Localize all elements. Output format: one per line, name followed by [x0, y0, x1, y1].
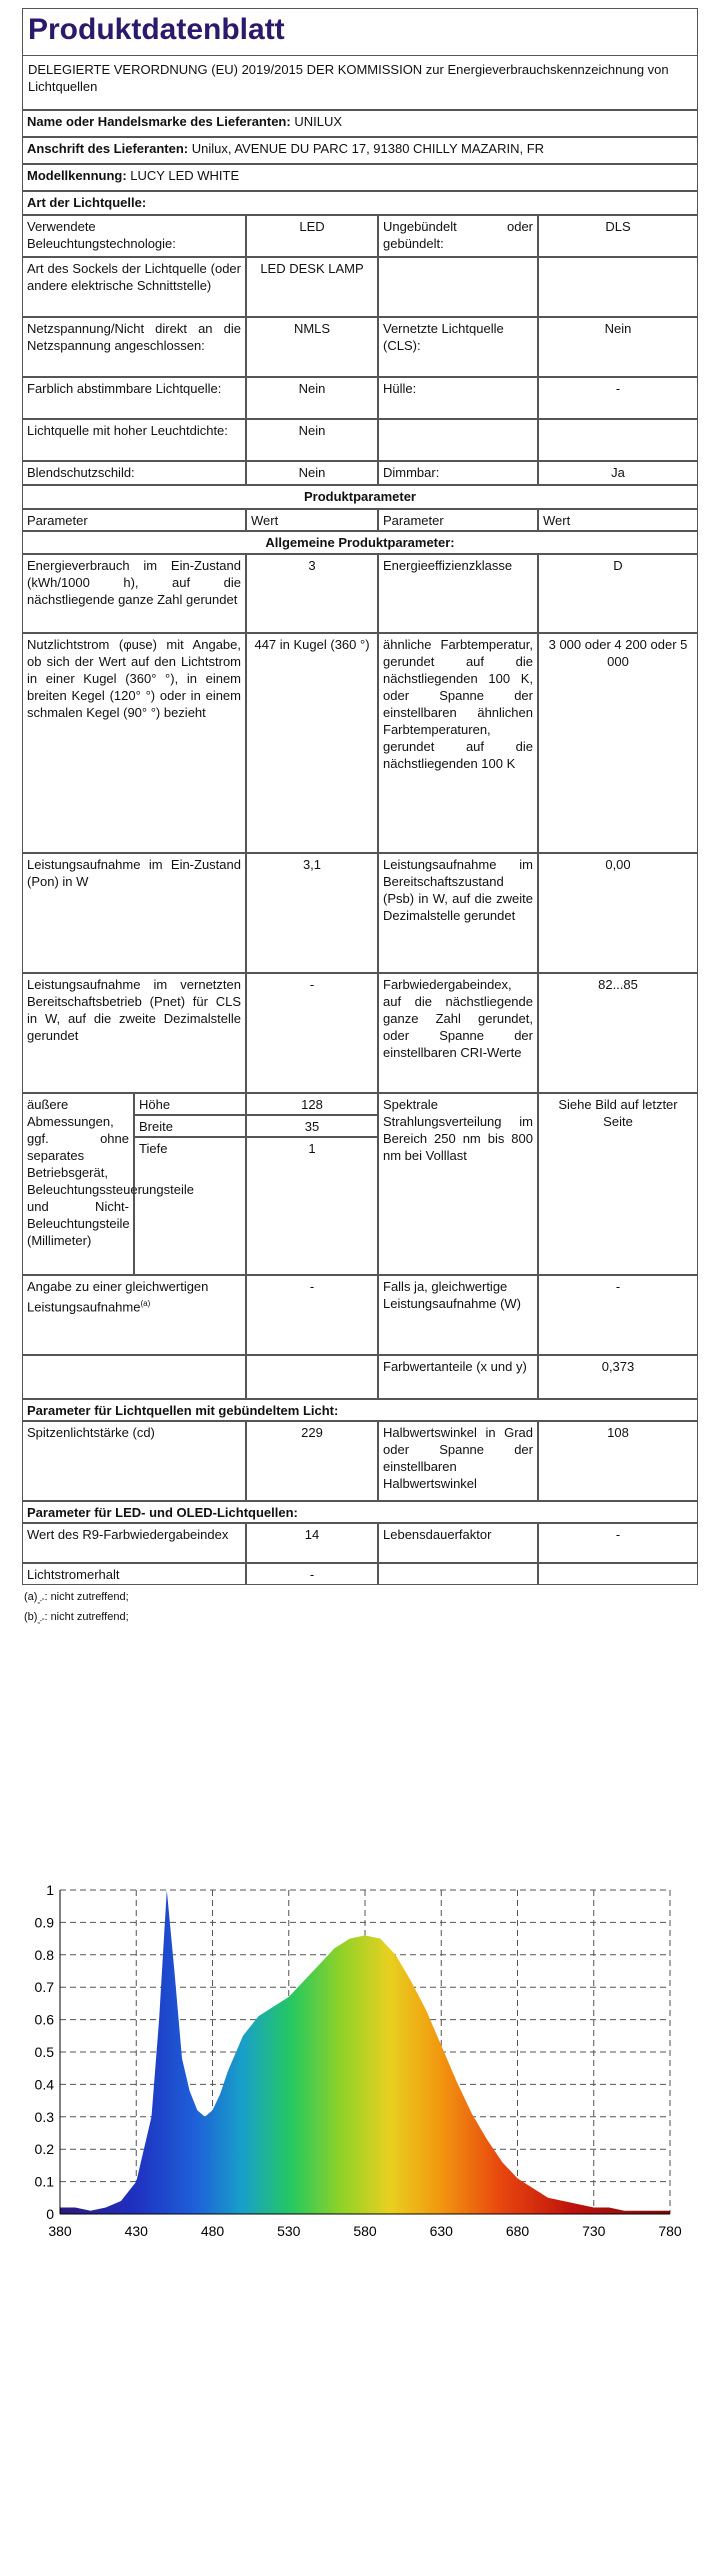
- col-value-header: Wert: [538, 509, 698, 531]
- x-tick-label: 480: [200, 2223, 225, 2239]
- x-tick-label: 530: [277, 2223, 301, 2239]
- empty-cell: [378, 419, 538, 461]
- beam-angle-value: 108: [538, 1421, 698, 1501]
- cri-value: 82...85: [538, 973, 698, 1093]
- energy-label: Energieverbrauch im Ein-Zustand (kWh/1000 h), auf die nächstliegende ganze Zahl gerundet: [22, 554, 246, 633]
- eclass-label: Energieeffizienzklasse: [378, 554, 538, 633]
- supplier-name-label: Name oder Handelsmarke des Lieferanten:: [27, 114, 291, 129]
- footnote-b: $(b)_{„-“}$: nicht zutreffend;: [24, 1611, 129, 1626]
- empty-cell: [22, 1355, 246, 1399]
- spectral-distribution-chart: [30, 1878, 706, 2258]
- y-tick-label: 0.6: [34, 2011, 54, 2028]
- y-tick-label: 0.2: [34, 2141, 54, 2158]
- y-tick-label: 0.7: [34, 1979, 54, 1996]
- envelope-label: Hülle:: [378, 377, 538, 419]
- maintenance-value: -: [246, 1563, 378, 1585]
- equivalent-watt-value: -: [538, 1275, 698, 1355]
- lifetime-value: -: [538, 1523, 698, 1563]
- x-tick-label: 630: [429, 2223, 453, 2239]
- spd-value: Siehe Bild auf letzter Seite: [538, 1093, 698, 1275]
- x-tick-label: 680: [505, 2223, 530, 2239]
- y-tick-labels: [35, 1882, 55, 2222]
- depth-label: Tiefe: [134, 1137, 246, 1275]
- chroma-value: 0,373: [538, 1355, 698, 1399]
- height-value: 128: [246, 1093, 378, 1115]
- tech-label: Verwendete Beleuchtungstechnologie:: [22, 215, 246, 257]
- empty-cell: [538, 419, 698, 461]
- mains-value: NMLS: [246, 317, 378, 377]
- psb-label: Leistungsaufnahme im Bereitschaftszustand (Psb) in W, auf die zweite Dezimalstelle gerundet: [378, 853, 538, 973]
- x-tick-label: 730: [582, 2223, 606, 2239]
- supplier-name-row: [22, 110, 698, 137]
- glare-value: Nein: [246, 461, 378, 485]
- hld-label: Lichtquelle mit hoher Leuchtdichte:: [22, 419, 246, 461]
- dims-label: äußere Abmessungen, ggf. ohne separates Betriebsgerät, Beleuchtungssteuerungsteile und Nicht-Beleuchtungsteile (Millimeter): [22, 1093, 134, 1275]
- socket-label: Art des Sockels der Lichtquelle (oder andere elektrische Schnittstelle): [22, 257, 246, 317]
- equivalent-power-value: -: [246, 1275, 378, 1355]
- spectral-chart-svg: [30, 1878, 706, 2258]
- footnote-a: $(a)_{„-“}$: nicht zutreffend;: [24, 1591, 129, 1606]
- flux-value: 447 in Kugel (360 °): [246, 633, 378, 853]
- tech-value: LED: [246, 215, 378, 257]
- empty-cell: [246, 1355, 378, 1399]
- y-tick-label: 0.4: [34, 2076, 54, 2093]
- pon-value: 3,1: [246, 853, 378, 973]
- empty-cell: [378, 1563, 538, 1585]
- col-value-header: Wert: [246, 509, 378, 531]
- psb-value: 0,00: [538, 853, 698, 973]
- supplier-name-value: UNILUX: [294, 114, 343, 129]
- y-tick-label: 0: [46, 2206, 54, 2222]
- y-tick-label: 0.5: [34, 2044, 54, 2060]
- product-params-section: Produktparameter: [22, 485, 698, 509]
- eclass-value: D: [538, 554, 698, 633]
- beam-angle-label: Halbwertswinkel in Grad oder Spanne der einstellbaren Halbwertswinkel: [378, 1421, 538, 1501]
- supplier-address-row: [22, 137, 698, 164]
- mains-label: Netzspannung/Nicht direkt an die Netzspannung angeschlossen:: [22, 317, 246, 377]
- cri-label: Farbwiedergabeindex, auf die nächstliegende ganze Zahl gerundet, oder Spanne der einstellbaren CRI-Werte: [378, 973, 538, 1093]
- model-label: Modellkennung:: [27, 168, 127, 183]
- general-params-section: Allgemeine Produktparameter:: [22, 531, 698, 554]
- empty-cell: [538, 257, 698, 317]
- col-param-header: Parameter: [22, 509, 246, 531]
- cls-value: Nein: [538, 317, 698, 377]
- width-value: 35: [246, 1115, 378, 1137]
- model-row: [22, 164, 698, 191]
- y-tick-label: 0.9: [34, 1914, 54, 1931]
- energy-value: 3: [246, 554, 378, 633]
- chroma-label: Farbwertanteile (x und y): [378, 1355, 538, 1399]
- regulation-intro: DELEGIERTE VERORDNUNG (EU) 2019/2015 DER KOMMISSION zur Energieverbrauchskennzeichnung von Lichtquellen: [22, 56, 698, 110]
- tunable-value: Nein: [246, 377, 378, 419]
- socket-value: LED DESK LAMP: [246, 257, 378, 317]
- x-tick-label: 430: [124, 2223, 148, 2239]
- x-tick-label: 780: [658, 2223, 682, 2239]
- empty-cell: [378, 257, 538, 317]
- pnet-label: Leistungsaufnahme im vernetzten Bereitschaftsbetrieb (Pnet) für CLS in W, auf die zweite Dezimalstelle gerundet: [22, 973, 246, 1093]
- equivalent-watt-label: Falls ja, gleichwertige Leistungsaufnahme (W): [378, 1275, 538, 1355]
- col-param-header: Parameter: [378, 509, 538, 531]
- directional-section: Parameter für Lichtquellen mit gebündeltem Licht:: [22, 1399, 698, 1421]
- pon-label: Leistungsaufnahme im Ein-Zustand (Pon) in W: [22, 853, 246, 973]
- light-source-section: Art der Lichtquelle:: [22, 191, 698, 215]
- width-label: Breite: [134, 1115, 246, 1137]
- lifetime-label: Lebensdauerfaktor: [378, 1523, 538, 1563]
- model-value: LUCY LED WHITE: [130, 168, 240, 183]
- glare-label: Blendschutzschild:: [22, 461, 246, 485]
- dim-value: Ja: [538, 461, 698, 485]
- spd-label: Spektrale Strahlungsverteilung im Bereich 250 nm bis 800 nm bei Volllast: [378, 1093, 538, 1275]
- hld-value: Nein: [246, 419, 378, 461]
- led-section: Parameter für LED- und OLED-Lichtquellen:: [22, 1501, 698, 1523]
- supplier-address-value: Unilux, AVENUE DU PARC 17, 91380 CHILLY MAZARIN, FR: [191, 141, 545, 156]
- x-tick-labels: [48, 2223, 682, 2239]
- flux-label: Nutzlichtstrom (φuse) mit Angabe, ob sich der Wert auf den Lichtstrom in einer Kugel (360° °), in einem breiten Kegel (120° °) oder in einem schmalen Kegel (90° °) bezieht: [22, 633, 246, 853]
- cct-value: 3 000 oder 4 200 oder 5 000: [538, 633, 698, 853]
- envelope-value: -: [538, 377, 698, 419]
- x-tick-label: 580: [353, 2223, 377, 2239]
- y-tick-label: 1: [46, 1882, 54, 1898]
- pnet-value: -: [246, 973, 378, 1093]
- empty-cell: [538, 1563, 698, 1585]
- y-tick-label: 0.3: [34, 2108, 54, 2125]
- r9-value: 14: [246, 1523, 378, 1563]
- focus-label: Ungebündelt oder gebündelt:: [378, 215, 538, 257]
- dim-label: Dimmbar:: [378, 461, 538, 485]
- supplier-address-label: Anschrift des Lieferanten:: [27, 141, 189, 156]
- focus-value: DLS: [538, 215, 698, 257]
- tunable-label: Farblich abstimmbare Lichtquelle:: [22, 377, 246, 419]
- r9-label: Wert des R9-Farbwiedergabeindex: [22, 1523, 246, 1563]
- cct-label: ähnliche Farbtemperatur, gerundet auf die nächstliegenden 100 K, oder Spanne der einstellbaren ähnlichen Farbtemperaturen, gerundet auf die nächstliegenden 100 K: [378, 633, 538, 853]
- equivalent-power-label: Angabe zu einer gleichwertigen Leistungsaufnahme$^{(a)}$: [22, 1275, 246, 1355]
- peak-intensity-label: Spitzenlichtstärke (cd): [22, 1421, 246, 1501]
- x-tick-label: 380: [48, 2223, 72, 2239]
- maintenance-label: Lichtstromerhalt: [22, 1563, 246, 1585]
- page-title: Produktdatenblatt: [28, 13, 285, 46]
- y-tick-label: 0.1: [34, 2173, 54, 2190]
- title-box: [22, 8, 698, 56]
- height-label: Höhe: [134, 1093, 246, 1115]
- peak-intensity-value: 229: [246, 1421, 378, 1501]
- y-tick-label: 0.8: [34, 1946, 54, 1963]
- depth-value: 1: [246, 1137, 378, 1275]
- cls-label: Vernetzte Lichtquelle (CLS):: [378, 317, 538, 377]
